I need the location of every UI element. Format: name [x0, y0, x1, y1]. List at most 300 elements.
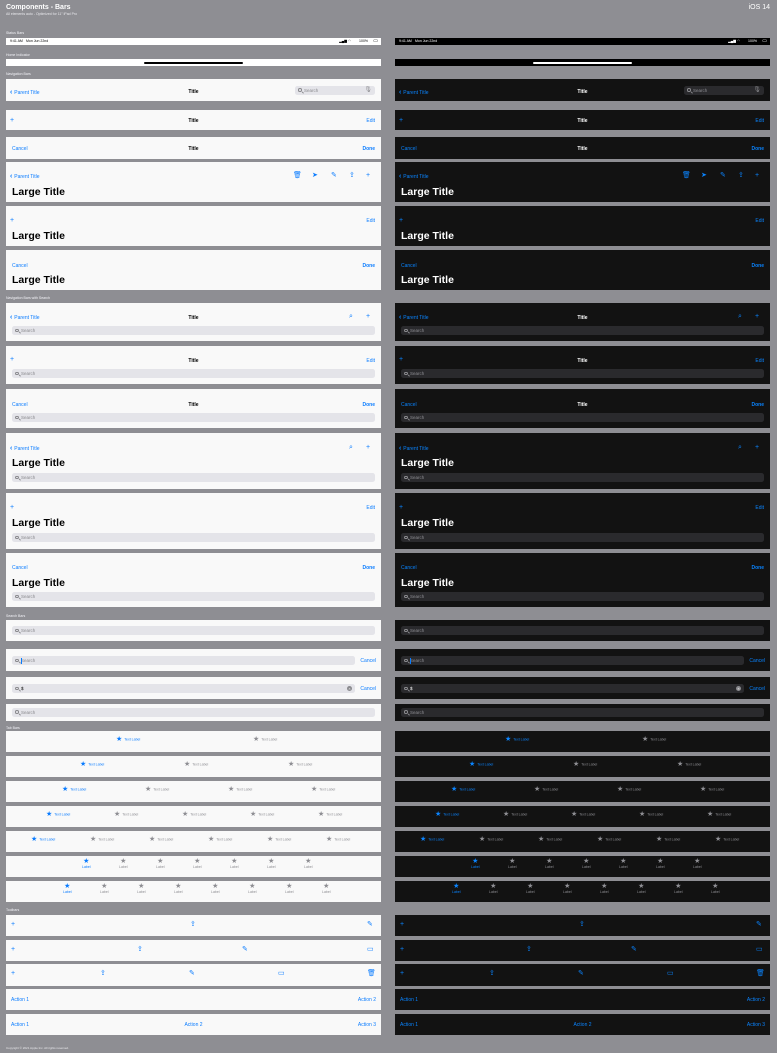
star-icon: ★ [253, 736, 260, 743]
compose-icon[interactable]: ✎ [720, 172, 726, 179]
large-title: Large Title [12, 274, 65, 286]
tab-item[interactable] [228, 786, 252, 793]
star-icon: ★ [157, 858, 164, 865]
folder-icon[interactable]: ▭ [667, 970, 674, 977]
search-field[interactable] [12, 708, 375, 717]
cancel-button[interactable]: Cancel [12, 263, 28, 269]
clear-icon[interactable]: × [737, 686, 740, 691]
cancel-button[interactable]: Cancel [12, 146, 28, 152]
tab-item[interactable] [435, 811, 459, 818]
search-field[interactable] [401, 708, 764, 717]
tab-item[interactable] [582, 858, 591, 869]
tab-item[interactable] [311, 786, 335, 793]
tab-item[interactable] [182, 811, 206, 818]
plus-icon[interactable]: + [399, 217, 404, 224]
battery-icon: ▭ [762, 38, 767, 44]
plus-icon[interactable]: + [755, 172, 760, 179]
tab-item[interactable] [253, 736, 277, 743]
nav-title: Title [188, 315, 199, 321]
tab-item[interactable] [248, 883, 257, 894]
search-field[interactable] [12, 473, 375, 482]
mic-icon[interactable]: 🎙 [364, 86, 372, 93]
compose-icon[interactable]: ✎ [367, 921, 373, 928]
back-button[interactable] [10, 173, 40, 180]
toolbar-2 [6, 940, 381, 961]
search-bar-typed [6, 677, 381, 699]
edit-button[interactable]: Edit [755, 118, 764, 124]
nav-search-large-add [6, 493, 381, 549]
back-button[interactable] [399, 314, 429, 321]
tab-item[interactable] [285, 883, 294, 894]
page-title: Components - Bars [6, 4, 71, 11]
plus-icon[interactable]: + [10, 217, 15, 224]
tab-item[interactable] [656, 858, 665, 869]
tab-item[interactable] [573, 761, 597, 768]
nav-bar-add [6, 110, 381, 130]
tab-item[interactable] [250, 811, 274, 818]
toolbar-3 [6, 964, 381, 986]
tab-item[interactable] [82, 858, 91, 869]
done-button[interactable]: Done [362, 263, 375, 269]
star-icon: ★ [601, 883, 608, 890]
star-icon: ★ [267, 836, 274, 843]
search-field[interactable] [401, 369, 764, 378]
search-field[interactable] [12, 592, 375, 601]
tab-item[interactable] [230, 858, 239, 869]
search-field[interactable] [12, 369, 375, 378]
nav-title: Title [577, 315, 588, 321]
star-icon: ★ [323, 883, 330, 890]
tab-item[interactable] [304, 858, 313, 869]
large-title: Large Title [12, 577, 65, 589]
plus-icon[interactable]: + [399, 504, 404, 511]
cancel-button[interactable]: Cancel [749, 658, 765, 664]
tab-item[interactable] [119, 858, 128, 869]
star-icon: ★ [318, 811, 325, 818]
search-field[interactable] [401, 626, 764, 635]
magnifier-icon[interactable]: ⌕ [738, 444, 742, 451]
share-icon[interactable]: ⇪ [738, 172, 744, 179]
tab-item[interactable] [563, 883, 572, 894]
trash-icon[interactable]: 🗑 [367, 970, 376, 977]
chevron-left-icon: ‹ [399, 314, 404, 321]
magnifier-icon[interactable]: ⌕ [349, 444, 353, 451]
tab-item[interactable] [693, 858, 702, 869]
share-icon[interactable]: ⇪ [579, 921, 585, 928]
toolbar-actions-2 [395, 989, 770, 1010]
magnifier-icon [15, 629, 19, 633]
status-time: 9:41 AM [399, 39, 412, 43]
tab-label: Text Label [443, 812, 460, 817]
tab-item[interactable] [288, 761, 312, 768]
action-2-button[interactable]: Action 2 [573, 1022, 592, 1028]
nav-bar-large-cancel [6, 250, 381, 290]
tab-label: Text Label [542, 787, 559, 792]
tab-item[interactable] [469, 761, 493, 768]
compose-icon[interactable]: ✎ [189, 970, 195, 977]
trash-icon[interactable]: 🗑 [756, 970, 765, 977]
tab-item[interactable] [508, 858, 517, 869]
plus-icon[interactable]: + [755, 313, 760, 320]
cancel-button[interactable]: Cancel [749, 686, 765, 692]
tab-item[interactable] [145, 786, 169, 793]
tab-item[interactable] [46, 811, 70, 818]
tab-item[interactable] [149, 836, 173, 843]
tab-item[interactable] [267, 858, 276, 869]
star-icon: ★ [656, 836, 663, 843]
star-icon: ★ [64, 883, 71, 890]
share-icon[interactable]: ⇪ [526, 946, 532, 953]
tab-item[interactable] [674, 883, 683, 894]
plus-icon[interactable]: + [399, 356, 404, 363]
tab-item[interactable] [267, 836, 291, 843]
tab-item[interactable] [571, 811, 595, 818]
tab-item[interactable] [193, 858, 202, 869]
compose-icon[interactable]: ✎ [331, 172, 337, 179]
tab-item[interactable] [619, 858, 628, 869]
tab-item[interactable] [326, 836, 350, 843]
edit-button[interactable]: Edit [755, 358, 764, 364]
tab-label: Text Label [685, 762, 702, 767]
tab-item[interactable] [617, 786, 641, 793]
tab-item[interactable] [471, 858, 480, 869]
tab-label: Label [63, 890, 72, 894]
tab-item[interactable] [656, 836, 680, 843]
tab-label: Text Label [70, 787, 87, 792]
tab-item[interactable] [534, 786, 558, 793]
cancel-button[interactable]: Cancel [401, 146, 417, 152]
plus-icon[interactable]: + [10, 356, 15, 363]
chevron-left-icon: ‹ [10, 173, 15, 180]
cancel-button[interactable]: Cancel [12, 565, 28, 571]
cancel-button[interactable]: Cancel [360, 686, 376, 692]
share-icon[interactable]: ⇪ [190, 921, 196, 928]
tab-item[interactable] [526, 883, 535, 894]
search-field[interactable] [401, 413, 764, 422]
tab-item[interactable] [208, 836, 232, 843]
large-title: Large Title [12, 186, 65, 198]
star-icon: ★ [435, 811, 442, 818]
star-icon: ★ [208, 836, 215, 843]
trash-icon[interactable]: 🗑 [682, 172, 691, 179]
toolbar-1 [6, 915, 381, 936]
tab-item[interactable] [420, 836, 444, 843]
tab-item[interactable] [156, 858, 165, 869]
tab-item[interactable] [322, 883, 331, 894]
back-button[interactable] [399, 173, 429, 180]
tab-label: Label [582, 865, 591, 869]
plus-icon[interactable]: + [11, 921, 16, 928]
search-value: $ [21, 686, 24, 691]
compose-icon[interactable]: ✎ [242, 946, 248, 953]
back-button-label: Parent Title [14, 315, 40, 321]
search-field[interactable] [295, 86, 375, 95]
nav-search-cancel [395, 389, 770, 428]
chevron-left-icon: ‹ [399, 173, 404, 180]
tab-item[interactable] [451, 786, 475, 793]
compose-icon[interactable]: ✎ [631, 946, 637, 953]
tab-item[interactable] [503, 811, 527, 818]
tab-item[interactable] [700, 786, 724, 793]
star-icon: ★ [80, 761, 87, 768]
search-field[interactable] [401, 326, 764, 335]
tab-item[interactable] [184, 761, 208, 768]
tab-item[interactable] [707, 811, 731, 818]
share-icon[interactable]: ⇪ [349, 172, 355, 179]
plus-icon[interactable]: + [400, 921, 405, 928]
nav-title: Title [188, 118, 199, 124]
cancel-button[interactable]: Cancel [401, 402, 417, 408]
share-icon[interactable]: ⇪ [100, 970, 106, 977]
magnifier-icon [15, 536, 19, 540]
clear-icon[interactable]: × [348, 686, 351, 691]
search-placeholder: Search [21, 709, 36, 715]
tab-item[interactable] [63, 883, 72, 894]
cancel-button[interactable]: Cancel [401, 565, 417, 571]
tab-item[interactable] [597, 836, 621, 843]
action-2-button[interactable]: Action 2 [357, 997, 376, 1003]
cancel-button[interactable]: Cancel [401, 263, 417, 269]
star-icon: ★ [182, 811, 189, 818]
plus-icon[interactable]: + [11, 970, 16, 977]
trash-icon[interactable]: 🗑 [293, 172, 302, 179]
tab-item[interactable] [114, 811, 138, 818]
status-bar [6, 38, 381, 45]
done-button[interactable]: Done [751, 146, 764, 152]
search-placeholder: Search [21, 328, 36, 333]
plus-icon[interactable]: + [366, 444, 371, 451]
star-icon: ★ [120, 858, 127, 865]
action-3-button[interactable]: Action 3 [746, 1022, 765, 1028]
tab-bar-1 [395, 731, 770, 752]
plus-icon[interactable]: + [366, 313, 371, 320]
search-field[interactable] [12, 326, 375, 335]
plus-icon[interactable]: + [400, 970, 405, 977]
tab-item[interactable] [62, 786, 86, 793]
search-placeholder: Search [410, 371, 425, 376]
star-icon: ★ [469, 761, 476, 768]
magnifier-icon [15, 595, 19, 599]
star-icon: ★ [83, 858, 90, 865]
plus-icon[interactable]: + [755, 444, 760, 451]
star-icon: ★ [184, 761, 191, 768]
nav-search-parent [6, 303, 381, 341]
tab-item[interactable] [174, 883, 183, 894]
magnifier-icon [404, 329, 408, 333]
tab-item[interactable] [715, 836, 739, 843]
section-status-bars: Status Bars [6, 31, 25, 35]
magnifier-icon[interactable]: ⌕ [349, 313, 353, 320]
search-placeholder: Search [21, 658, 36, 663]
tab-label: Text Label [216, 837, 233, 842]
tab-bar-2 [395, 756, 770, 777]
plus-icon[interactable]: + [10, 117, 15, 124]
done-button[interactable]: Done [362, 146, 375, 152]
edit-button[interactable]: Edit [366, 505, 375, 511]
plus-icon[interactable]: + [10, 504, 15, 511]
back-button-label: Parent Title [14, 174, 40, 180]
cancel-button[interactable]: Cancel [360, 658, 376, 664]
nav-search-large-cancel [6, 553, 381, 607]
done-button[interactable]: Done [751, 565, 764, 571]
search-field[interactable] [12, 626, 375, 635]
star-icon: ★ [90, 836, 97, 843]
search-field[interactable] [401, 533, 764, 542]
tab-item[interactable] [90, 836, 114, 843]
tab-label: Text Label [477, 762, 494, 767]
magnifier-icon [404, 710, 408, 714]
plus-icon[interactable]: + [11, 946, 16, 953]
edit-button[interactable]: Edit [755, 218, 764, 224]
share-icon[interactable]: ⇪ [137, 946, 143, 953]
tab-label: Text Label [88, 762, 105, 767]
action-1-button[interactable]: Action 1 [11, 997, 30, 1003]
toolbar-actions-3 [6, 1014, 381, 1035]
nav-title: Title [188, 89, 199, 95]
nav-bar-large-cancel [395, 250, 770, 290]
star-icon: ★ [642, 736, 649, 743]
edit-button[interactable]: Edit [755, 505, 764, 511]
large-title: Large Title [12, 457, 65, 469]
folder-icon[interactable]: ▭ [278, 970, 285, 977]
nav-title: Title [188, 402, 199, 408]
search-field[interactable] [12, 413, 375, 422]
star-icon: ★ [694, 858, 701, 865]
tab-label: Label [693, 865, 702, 869]
tab-item[interactable] [100, 883, 109, 894]
tab-item[interactable] [642, 736, 666, 743]
search-field[interactable] [684, 86, 764, 95]
search-field[interactable] [401, 656, 744, 665]
search-field[interactable] [401, 473, 764, 482]
compose-icon[interactable]: ✎ [756, 921, 762, 928]
done-button[interactable]: Done [362, 402, 375, 408]
paperplane-icon[interactable]: ➤ [312, 172, 318, 179]
magnifier-icon [15, 659, 19, 663]
action-1-button[interactable]: Action 1 [11, 1022, 30, 1028]
magnifier-icon[interactable]: ⌕ [738, 313, 742, 320]
tab-item[interactable] [545, 858, 554, 869]
edit-button[interactable]: Edit [366, 218, 375, 224]
back-button[interactable] [399, 89, 429, 96]
search-field[interactable] [401, 684, 744, 693]
tab-bar-6 [6, 856, 381, 877]
star-icon: ★ [564, 883, 571, 890]
cancel-button[interactable]: Cancel [12, 402, 28, 408]
tab-bar-5 [6, 831, 381, 852]
edit-button[interactable]: Edit [366, 358, 375, 364]
done-button[interactable]: Done [751, 263, 764, 269]
tab-item[interactable] [505, 736, 529, 743]
plus-icon[interactable]: + [400, 946, 405, 953]
paperplane-icon[interactable]: ➤ [701, 172, 707, 179]
search-field[interactable] [12, 684, 355, 693]
tab-item[interactable] [600, 883, 609, 894]
tab-label: Label [100, 890, 109, 894]
nav-title: Title [188, 146, 199, 152]
action-2-button[interactable]: Action 2 [746, 997, 765, 1003]
action-1-button[interactable]: Action 1 [400, 997, 419, 1003]
action-3-button[interactable]: Action 3 [357, 1022, 376, 1028]
search-placeholder: Search [410, 628, 425, 633]
tab-item[interactable] [711, 883, 720, 894]
star-icon: ★ [503, 811, 510, 818]
plus-icon[interactable]: + [399, 117, 404, 124]
large-title: Large Title [401, 186, 454, 198]
toolbar-actions-2 [6, 989, 381, 1010]
tab-item[interactable] [31, 836, 55, 843]
back-button[interactable] [10, 314, 40, 321]
star-icon: ★ [175, 883, 182, 890]
tab-label: Text Label [605, 837, 622, 842]
toolbar-1 [395, 915, 770, 936]
tab-label: Label [563, 890, 572, 894]
done-button[interactable]: Done [751, 402, 764, 408]
plus-icon[interactable]: + [366, 172, 371, 179]
done-button[interactable]: Done [362, 565, 375, 571]
tab-label: Label [508, 865, 517, 869]
search-placeholder: Search [304, 87, 319, 93]
tab-item[interactable] [637, 883, 646, 894]
tab-item[interactable] [80, 761, 104, 768]
tab-item[interactable] [318, 811, 342, 818]
tab-item[interactable] [211, 883, 220, 894]
magnifier-icon [404, 629, 408, 633]
magnifier-icon [404, 476, 408, 480]
back-button-label: Parent Title [403, 446, 429, 452]
tab-bar-4 [6, 806, 381, 827]
star-icon: ★ [638, 883, 645, 890]
tab-item[interactable] [479, 836, 503, 843]
tab-item[interactable] [639, 811, 663, 818]
tab-label: Label [526, 890, 535, 894]
tab-item[interactable] [489, 883, 498, 894]
compose-icon[interactable]: ✎ [578, 970, 584, 977]
star-icon: ★ [101, 883, 108, 890]
folder-icon[interactable]: ▭ [756, 946, 763, 953]
star-icon: ★ [31, 836, 38, 843]
search-field[interactable] [401, 592, 764, 601]
search-bar-typed [395, 677, 770, 699]
tab-label: Label [285, 890, 294, 894]
star-icon: ★ [149, 836, 156, 843]
tab-item[interactable] [538, 836, 562, 843]
star-icon: ★ [311, 786, 318, 793]
tab-item[interactable] [137, 883, 146, 894]
mic-icon[interactable]: 🎙 [753, 86, 761, 93]
back-button[interactable] [399, 445, 429, 452]
tab-item[interactable] [677, 761, 701, 768]
tab-label: Label [637, 890, 646, 894]
action-2-button[interactable]: Action 2 [184, 1022, 203, 1028]
tab-label: Text Label [319, 787, 336, 792]
tab-item[interactable] [452, 883, 461, 894]
back-button[interactable] [10, 445, 40, 452]
back-button[interactable] [10, 89, 40, 96]
tab-label: Label [82, 865, 91, 869]
star-icon: ★ [700, 786, 707, 793]
folder-icon[interactable]: ▭ [367, 946, 374, 953]
tab-bar-4 [395, 806, 770, 827]
star-icon: ★ [675, 883, 682, 890]
share-icon[interactable]: ⇪ [489, 970, 495, 977]
home-indicator [395, 59, 770, 66]
action-1-button[interactable]: Action 1 [400, 1022, 419, 1028]
tab-item[interactable] [116, 736, 140, 743]
search-field[interactable] [12, 656, 355, 665]
search-field[interactable] [12, 533, 375, 542]
edit-button[interactable]: Edit [366, 118, 375, 124]
